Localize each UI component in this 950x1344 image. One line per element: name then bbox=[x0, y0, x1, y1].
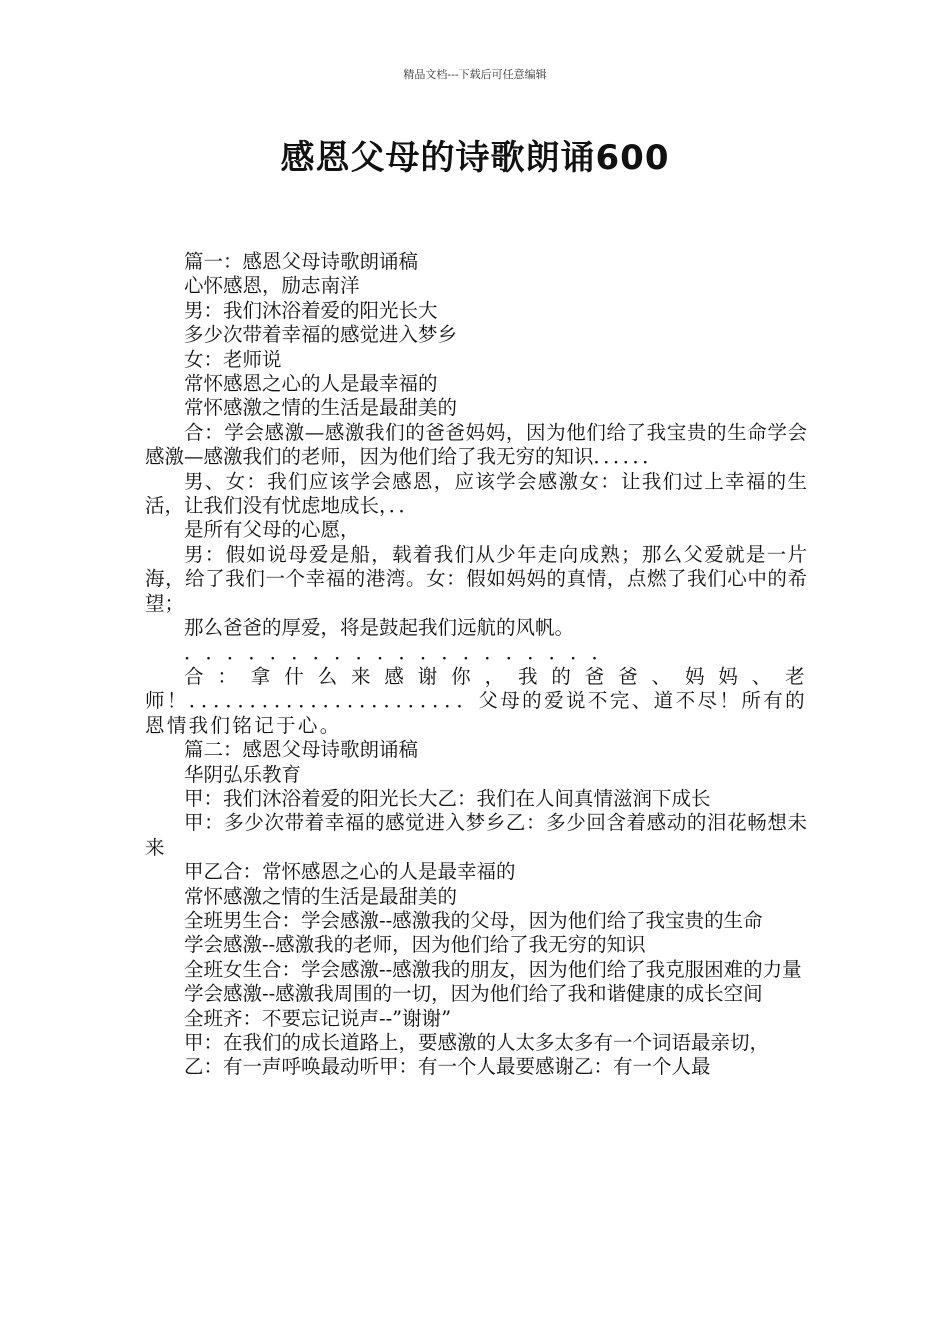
paragraph: 常怀感激之情的生活是最甜美的 bbox=[184, 396, 458, 420]
paragraph: 男：我们沐浴着爱的阳光长大 bbox=[184, 298, 438, 322]
paragraph: 甲乙合：常怀感恩之心的人是最幸福的 bbox=[184, 860, 516, 884]
paragraph: 甲：我们沐浴着爱的阳光长大乙：我们在人间真情滋润下成长 bbox=[184, 786, 711, 810]
paragraph: 心怀感恩，励志南洋 bbox=[184, 274, 360, 298]
paragraph: 全班男生合：学会感激--感激我的父母，因为他们给了我宝贵的生命 bbox=[184, 908, 763, 932]
paragraph: 男、女：我们应该学会感恩，应该学会感激女：让我们过上幸福的生活，让我们没有忧虑地成长，．． bbox=[145, 469, 807, 518]
paragraph: 常怀感恩之心的人是最幸福的 bbox=[184, 372, 438, 396]
paragraph: 甲：多少次带着幸福的感觉进入梦乡乙：多少回含着感动的泪花畅想未来 bbox=[145, 811, 807, 859]
header-note: 精品文档---下载后可任意编辑 bbox=[403, 68, 547, 81]
paragraph: 那么爸爸的厚爱，将是鼓起我们远航的风帆。 bbox=[184, 616, 575, 640]
paragraph: 甲：在我们的成长道路上，要感激的人太多太多有一个词语最亲切， bbox=[184, 1031, 770, 1054]
paragraph: 是所有父母的心愿， bbox=[184, 518, 360, 542]
paragraph: 合：拿什么来感谢你，我的爸爸、妈妈、老师！．．．．．．．．．．．．．．．．．．．．．．．父母的爱说不完、道不尽！所有的恩情我们铭记于心。 bbox=[145, 664, 807, 737]
paragraph: 男：假如说母爱是船，载着我们从少年走向成熟；那么父爱就是一片海，给了我们一个幸福的港湾。女：假如妈妈的真情，点燃了我们心中的希望； bbox=[145, 542, 807, 615]
paragraph: 多少次带着幸福的感觉进入梦乡 bbox=[184, 323, 458, 347]
paragraph: 全班齐：不要忘记说声--”谢谢” bbox=[184, 1006, 452, 1030]
section-heading: 篇二：感恩父母诗歌朗诵稿 bbox=[184, 738, 419, 762]
paragraph: 合：学会感激—感激我们的爸爸妈妈，因为他们给了我宝贵的生命学会感激—感激我们的老师，因为他们给了我无穷的知识．．．．．． bbox=[145, 420, 807, 469]
paragraph: 女：老师说 bbox=[184, 347, 282, 371]
paragraph: 学会感激--感激我的老师，因为他们给了我无穷的知识 bbox=[184, 933, 646, 957]
document-body bbox=[145, 250, 807, 1080]
paragraph: 篇一：感恩父母诗歌朗诵稿 bbox=[184, 250, 419, 273]
document-title: 感恩父母的诗歌朗诵600 bbox=[280, 138, 670, 178]
ellipsis-line: ．．．．．．．．．．．．．．．．．．．． bbox=[184, 640, 623, 664]
paragraph: 常怀感激之情的生活是最甜美的 bbox=[184, 884, 458, 908]
paragraph: 华阴弘乐教育 bbox=[184, 762, 302, 786]
paragraph: 乙：有一声呼唤最动听甲：有一个人最要感谢乙：有一个人最 bbox=[184, 1055, 711, 1079]
paragraph: 全班女生合：学会感激--感激我的朋友，因为他们给了我克服困难的力量 bbox=[184, 957, 802, 981]
paragraph: 学会感激--感激我周围的一切，因为他们给了我和谐健康的成长空间 bbox=[184, 982, 763, 1006]
